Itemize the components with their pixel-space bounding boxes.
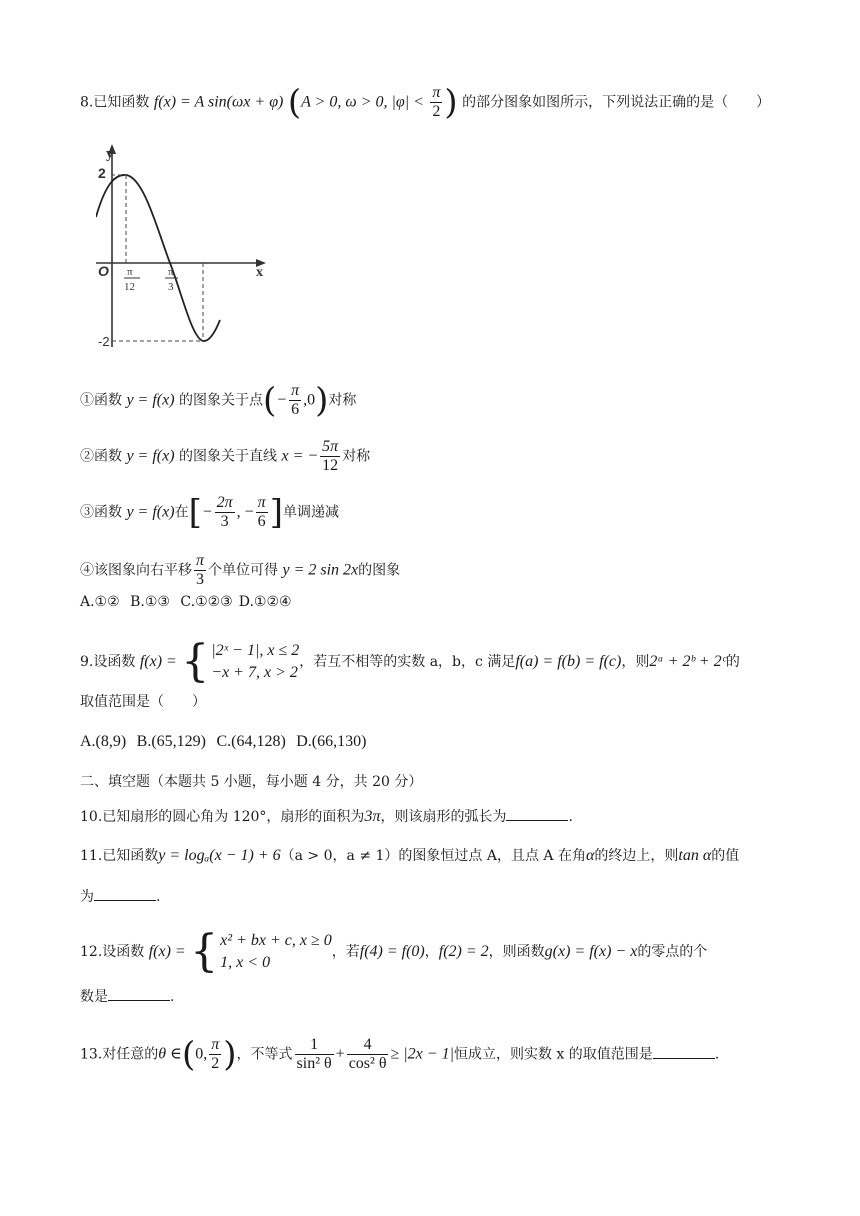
q13-f1-den: sin² θ — [296, 1055, 332, 1072]
q12-case1: x² + bx + c, x ≥ 0 — [220, 932, 332, 949]
q13-theta: θ ∈ — [158, 1045, 182, 1063]
q13-f1-num: 1 — [295, 1036, 334, 1055]
s4-expr: y = 2 sin 2x — [282, 561, 359, 579]
q13-prefix: 13.对任意的 — [80, 1046, 159, 1063]
s1-den: 6 — [291, 401, 300, 418]
q11-alpha: α — [586, 847, 595, 864]
s4-num: π — [196, 552, 205, 569]
q8-cond-den: 2 — [432, 103, 441, 120]
q8-condition: A > 0, ω > 0, |φ| < — [301, 93, 424, 111]
q9-option-b[interactable]: B.(65,129) — [136, 733, 206, 750]
s1-val: 0 — [307, 391, 316, 409]
s2-fx: y = f(x) — [126, 447, 175, 465]
tick2-den: 3 — [168, 281, 174, 293]
q9-line2: 取值范围是（ ） — [80, 694, 206, 710]
s4-end: 的图象 — [358, 562, 401, 579]
s2-head: ②函数 — [80, 448, 122, 465]
q9-eq: f(a) = f(b) = f(c) — [515, 653, 622, 670]
q13-plus: + — [335, 1045, 345, 1063]
q9-fx: f(x) = — [139, 653, 177, 670]
y-max-label: 2 — [98, 165, 106, 181]
sine-curve — [96, 175, 220, 341]
q8-prefix: 8.已知函数 — [80, 94, 150, 111]
s3-den2: 6 — [257, 513, 266, 530]
tick1-num: π — [127, 266, 133, 278]
q11-mid: 的图象恒过点 A，且点 A 在角 — [398, 848, 586, 864]
s2-xeq: x = − — [281, 447, 319, 465]
q11-end2: . — [156, 889, 161, 905]
q12-g: g(x) = f(x) − x — [544, 943, 638, 960]
q9-case2: −x + 7, x > 2 — [211, 664, 298, 681]
q13-int-num: π — [211, 1036, 220, 1053]
q12-fx: f(x) = — [148, 943, 186, 960]
y-min-label: -2 — [98, 334, 110, 349]
s2-end: 对称 — [342, 448, 371, 465]
q13-int-den: 2 — [211, 1055, 220, 1072]
s4-head: ④该图象向右平移 — [80, 562, 192, 579]
s3-num2: π — [257, 494, 266, 511]
q12-case2: 1, x < 0 — [220, 954, 271, 971]
q10-area: 3π — [364, 808, 381, 825]
q13-answer-blank[interactable] — [653, 1044, 715, 1059]
q10-stem — [80, 806, 782, 827]
q8-stem: 8.已知函数 f(x) = A sin(ωx + φ) (A > 0, ω > 0, |φ| < $\frac{\pi}{2}$ ) 的部分图象如图所示，下列说法正确的是（ ） — [80, 82, 771, 123]
s4-mid: 个单位可得 — [208, 562, 279, 579]
q9-option-c[interactable]: C.(64,128) — [216, 733, 286, 750]
tick2-num: π — [168, 266, 174, 278]
q12-stem: 12.设函数 f(x) = { x² + bx + c, x ≥ 0 1, x < 0 ，若f(4) = f(0)，f(2) = 2，则函数g(x) = f(x) − x的零点的个 — [80, 926, 708, 977]
s2-mid: 的图象关于直线 — [179, 448, 278, 465]
q9-mid: ，若互不相等的实数 a，b，c 满足 — [299, 654, 516, 670]
q8-option-c[interactable]: C.①②③ — [180, 594, 233, 610]
q8-statement-4 — [80, 552, 782, 589]
q9-prefix: 9.设函数 — [80, 654, 136, 670]
q9-case1: |2ˣ − 1|, x ≤ 2 — [211, 642, 300, 659]
q10-answer-blank[interactable] — [506, 806, 568, 821]
q8-cond-num: π — [432, 84, 441, 101]
s3-fx: y = f(x) — [126, 503, 175, 521]
s3-mid: 在 — [174, 504, 189, 521]
q8-options — [80, 592, 782, 612]
q9-option-a[interactable]: A.(8,9) — [80, 733, 127, 750]
q8-suffix: 的部分图象如图所示，下列说法正确的是（ ） — [462, 94, 771, 111]
s1-num: π — [291, 382, 300, 399]
s3-head: ③函数 — [80, 504, 122, 521]
x-label: x — [256, 265, 263, 280]
q11-stem — [80, 846, 782, 866]
tick1-den: 12 — [124, 281, 135, 293]
q11-answer-blank[interactable] — [94, 886, 156, 901]
q8-statement-1: ①函数 y = f(x) 的图象关于点(− $\frac{\pi}{6}$ ,0)对称 — [80, 380, 357, 421]
q13-f2-den: cos² θ — [348, 1055, 387, 1072]
q12-answer-blank[interactable] — [108, 986, 170, 1001]
q12-c1: f(4) = f(0) — [359, 943, 425, 960]
q13-end: 恒成立，则实数 x 的取值范围是 — [453, 1046, 653, 1063]
q12-line2-text: 数是 — [80, 989, 108, 1005]
q13-f2-num: 4 — [347, 1036, 389, 1055]
section-heading: 二、填空题（本题共 5 小题，每小题 4 分，共 20 分） — [80, 774, 423, 790]
q12-line2 — [80, 986, 782, 1007]
q12-mid2: ，则函数 — [488, 944, 545, 960]
s2-num: 5π — [322, 438, 339, 455]
q8-option-d[interactable]: D.①②④ — [238, 594, 292, 610]
s1-head: ①函数 — [80, 392, 122, 409]
sine-graph — [96, 142, 286, 352]
q9-stem: 9.设函数 f(x) = { |2ˣ − 1|, x ≤ 2 −x + 7, x > 2 ，若互不相等的实数 a，b，c 满足f(a) = f(b) = f(c)，则2ᵃ + 2ᵇ + 2ᶜ的 — [80, 636, 740, 687]
q10-text: 10.已知扇形的圆心角为 120°，扇形的面积为 — [80, 809, 365, 825]
s2-den: 12 — [322, 457, 339, 474]
q12-end: 的零点的个 — [637, 944, 708, 960]
q12-c2: f(2) = 2 — [438, 943, 489, 960]
s4-den: 3 — [196, 571, 204, 588]
origin-label: O — [98, 263, 109, 279]
q9-expr: 2ᵃ + 2ᵇ + 2ᶜ — [649, 653, 726, 670]
q11-end: 的值 — [711, 848, 740, 864]
q13-ineq: ≥ |2x − 1| — [390, 1045, 454, 1063]
s3-den1: 3 — [220, 513, 229, 530]
q11-cond: （a > 0，a ≠ 1） — [280, 848, 399, 864]
s1-mid: 的图象关于点 — [179, 392, 264, 409]
s3-end: 单调递减 — [282, 504, 339, 521]
q9-options — [80, 732, 782, 752]
q13-mid: ，不等式 — [236, 1046, 293, 1063]
q13-int-left: 0, — [195, 1045, 208, 1063]
q12-sep: ， — [424, 944, 439, 960]
s1-fx: y = f(x) — [126, 391, 175, 409]
q12-prefix: 12.设函数 — [80, 944, 145, 960]
q9-end: 的 — [725, 654, 740, 670]
q8-option-a[interactable]: A.①② — [80, 594, 120, 610]
q11-tan: tan α — [678, 847, 712, 864]
q11-line2 — [80, 886, 782, 907]
q12-end2: . — [170, 989, 175, 1005]
q13-end2: . — [714, 1046, 720, 1063]
q13-stem: 13.对任意的θ ∈(0, $\frac{\pi}{2}$ )，不等式 $\frac{1}{\text{sin² θ}}$ + $\frac{4}{\text{cos² θ}}$ ≥ |2x − 1|恒成立，则实数 x 的取值范围是 . — [80, 1034, 720, 1075]
q11-line2-text: 为 — [80, 889, 94, 905]
s1-end: 对称 — [328, 392, 357, 409]
q8-statement-3: ③函数 y = f(x)在[− $\frac{2\pi}{3}$ , − $\frac{\pi}{6}$ ]单调递减 — [80, 492, 339, 533]
q11-prefix: 11.已知函数 — [80, 848, 159, 864]
q12-mid: ，若 — [331, 944, 360, 960]
q11-mid2: 的终边上，则 — [594, 848, 679, 864]
y-label: y — [106, 146, 114, 162]
s3-num1: 2π — [216, 494, 233, 511]
q9-option-d[interactable]: D.(66,130) — [296, 733, 367, 750]
q10-text2: ，则该扇形的弧长为 — [380, 809, 507, 825]
q9-mid2: ，则 — [621, 654, 650, 670]
q11-expr: y = logₐ(x − 1) + 6 — [158, 847, 281, 864]
q10-end: . — [568, 809, 573, 825]
q8-function: f(x) = A sin(ωx + φ) — [153, 93, 284, 111]
q8-statement-2 — [80, 438, 782, 475]
q8-option-b[interactable]: B.①③ — [130, 594, 170, 610]
